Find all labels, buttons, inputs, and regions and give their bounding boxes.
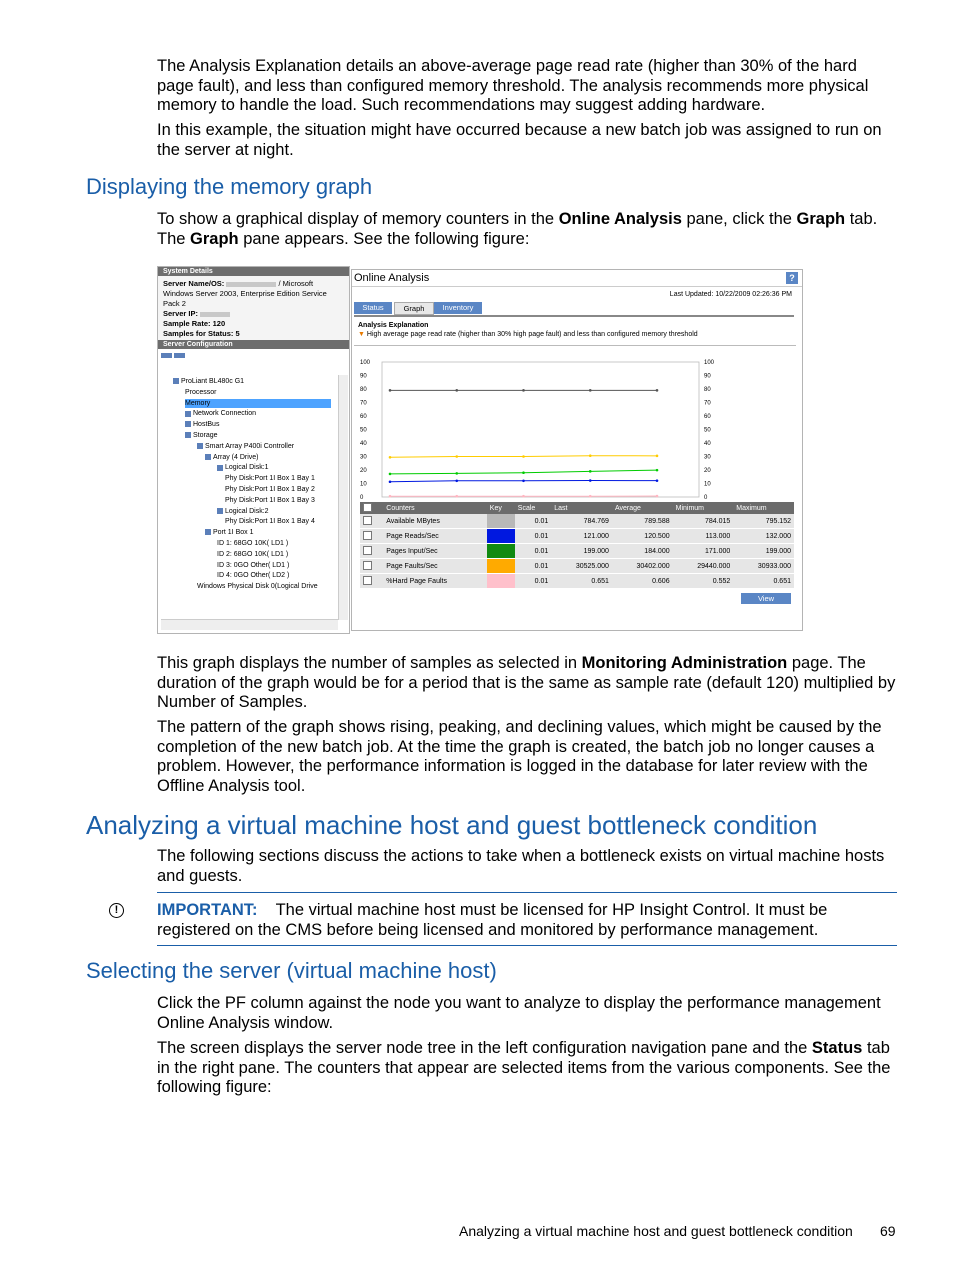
- select-all-header[interactable]: [360, 502, 383, 514]
- table-cell: 199.000: [733, 544, 794, 559]
- data-point: [522, 455, 525, 458]
- important-icon: !: [109, 903, 124, 918]
- node-tree-paragraph: The screen displays the server node tree in the left configuration navigation pane and the Status tab in the right pane. The counters that appear are selected items from the various components. See the following figure:: [157, 1039, 891, 1096]
- table-cell: 113.000: [673, 529, 734, 544]
- graph-instructions-paragraph: To show a graphical display of memory counters in the Online Analysis pane, click the Graph tab. The Graph pane appears. See the following figure:: [157, 210, 878, 248]
- y-tick-label-right: 90: [704, 373, 711, 380]
- last-updated: Last Updated: 10/22/2009 02:26:36 PM: [669, 291, 792, 298]
- y-tick-label-right: 10: [704, 481, 711, 488]
- row-checkbox[interactable]: [363, 546, 372, 555]
- table-cell: 784.015: [673, 514, 734, 529]
- y-tick-label-right: 40: [704, 441, 711, 447]
- table-cell: Available MBytes: [383, 514, 487, 529]
- explanation-divider: [354, 345, 796, 346]
- table-cell: 0.552: [673, 574, 734, 589]
- table-header: Key: [487, 502, 515, 514]
- y-tick-label-right: 0: [704, 495, 708, 501]
- table-cell: 0.01: [515, 559, 551, 574]
- data-point: [589, 454, 592, 457]
- table-header: Maximum: [733, 502, 794, 514]
- page-number: 69: [880, 1223, 896, 1239]
- online-analysis-title: Online Analysis: [354, 272, 430, 284]
- data-point: [656, 469, 659, 472]
- row-select-cell[interactable]: [360, 529, 383, 544]
- y-tick-label-left: 100: [360, 360, 371, 366]
- tree-node-label: Memory: [185, 399, 211, 407]
- data-point: [455, 455, 458, 458]
- counters-table: [360, 502, 794, 589]
- table-cell: Pages Input/Sec: [383, 544, 487, 559]
- row-select-cell[interactable]: [360, 559, 383, 574]
- expand-node-icon[interactable]: [185, 411, 191, 417]
- key-swatch: [487, 514, 515, 529]
- expand-node-icon[interactable]: [205, 454, 211, 460]
- y-tick-label-right: 20: [704, 468, 711, 474]
- expand-node-icon[interactable]: [197, 443, 203, 449]
- redacted-server-name: [226, 282, 276, 287]
- table-header: Average: [612, 502, 673, 514]
- table-header: Counters: [383, 502, 487, 514]
- table-cell: 184.000: [612, 544, 673, 559]
- tree-node-label: ID 1: 68GO 10K( LD1 ): [217, 540, 289, 547]
- select-all-checkbox[interactable]: [363, 503, 372, 512]
- key-swatch: [487, 529, 515, 544]
- table-cell: 30402.000: [612, 559, 673, 574]
- table-cell: 132.000: [733, 529, 794, 544]
- data-point: [389, 495, 392, 498]
- memory-line-chart: [352, 354, 802, 502]
- y-tick-label-right: 50: [704, 427, 711, 434]
- table-cell: 0.01: [515, 544, 551, 559]
- help-icon[interactable]: ?: [786, 272, 798, 284]
- table-cell: %Hard Page Faults: [383, 574, 487, 589]
- tree-node[interactable]: [185, 420, 219, 429]
- tree-node[interactable]: [217, 463, 269, 472]
- table-cell: 29440.000: [673, 559, 734, 574]
- intro-paragraph: The Analysis Explanation details an above-average page read rate (higher than 30% of the hard page fault), and less than configured memory threshold. The analysis recommends more physical memory to handle the load. Such recommendations may suggest adding hardware.: [157, 57, 869, 114]
- data-point: [589, 495, 592, 498]
- tree-node-label: ProLiant BL480c G1: [181, 378, 245, 385]
- tree-node[interactable]: [205, 453, 259, 462]
- tree-node[interactable]: [217, 571, 289, 580]
- table-cell: 795.152: [733, 514, 794, 529]
- view-button[interactable]: View: [741, 593, 791, 604]
- key-swatch: [487, 574, 515, 589]
- expand-node-icon[interactable]: [205, 529, 211, 535]
- plot-area: [382, 362, 699, 497]
- selecting-heading: Selecting the server (virtual machine host): [86, 958, 497, 983]
- analysis-explanation: ▼ High average page read rate (higher than 30% high page fault) and less than configured memory threshold: [358, 331, 698, 338]
- pf-column-paragraph: Click the PF column against the node you want to analyze to display the performance management Online Analysis window.: [157, 994, 881, 1032]
- table-cell: 0.651: [551, 574, 612, 589]
- table-cell: 0.01: [515, 574, 551, 589]
- table-cell: 199.000: [551, 544, 612, 559]
- data-point: [389, 389, 392, 392]
- tree-node[interactable]: [185, 399, 331, 408]
- tree-node-label: ID 4: 0GO Other( LD2 ): [217, 572, 290, 580]
- row-select-cell[interactable]: [360, 544, 383, 559]
- tree-node[interactable]: [205, 528, 253, 537]
- tree-node[interactable]: [185, 431, 218, 440]
- analysis-explanation-title: Analysis Explanation: [358, 322, 429, 329]
- tree-node[interactable]: [225, 496, 315, 505]
- table-cell: 121.000: [551, 529, 612, 544]
- redacted-ip: [200, 312, 230, 317]
- tree-node[interactable]: [217, 561, 289, 570]
- analyzing-heading: Analyzing a virtual machine host and guest bottleneck condition: [86, 810, 818, 840]
- tree-node[interactable]: [173, 377, 244, 386]
- tree-toolbar: [158, 349, 349, 359]
- y-tick-label-left: 80: [360, 387, 367, 393]
- tree-node-label: Phy Disk:Port 1I Box 1 Bay 1: [225, 475, 315, 483]
- y-tick-label-left: 0: [360, 495, 364, 501]
- expand-node-icon[interactable]: [217, 508, 223, 514]
- expand-node-icon[interactable]: [185, 432, 191, 438]
- tree-node[interactable]: [197, 582, 318, 591]
- table-cell: 171.000: [673, 544, 734, 559]
- table-cell: Page Faults/Sec: [383, 559, 487, 574]
- expand-node-icon[interactable]: [217, 465, 223, 471]
- table-row: [360, 574, 794, 589]
- collapse-all-icon[interactable]: [174, 353, 185, 358]
- data-point: [455, 389, 458, 392]
- tree-node[interactable]: [217, 507, 269, 516]
- data-point: [389, 473, 392, 476]
- tree-node-label: Storage: [193, 432, 218, 439]
- horizontal-scrollbar[interactable]: [161, 619, 338, 630]
- expand-node-icon[interactable]: [173, 378, 179, 384]
- left-pane: [157, 266, 350, 634]
- pattern-paragraph: The pattern of the graph shows rising, peaking, and declining values, which might be caused by the completion of the new batch job. At the time the graph is created, the batch job no longer causes a problem. However, the performance information is logged in the database for later review with the Offline Analysis tool.: [157, 718, 882, 795]
- row-select-cell[interactable]: [360, 514, 383, 529]
- tab-graph[interactable]: Graph: [394, 302, 434, 315]
- data-point: [455, 495, 458, 498]
- tree-node-label: Smart Array P400i Controller: [205, 442, 295, 450]
- online-analysis-screenshot: [157, 266, 803, 634]
- tree-node-label: Phy Disk:Port 1I Box 1 Bay 2: [225, 486, 315, 493]
- memory-graph-heading: Displaying the memory graph: [86, 174, 373, 199]
- vertical-scrollbar[interactable]: [338, 375, 348, 620]
- important-bottom-rule: [157, 945, 897, 946]
- table-header: Last: [551, 502, 612, 514]
- y-tick-label-right: 100: [704, 360, 715, 366]
- y-tick-label-left: 50: [360, 427, 367, 434]
- y-tick-label-left: 90: [360, 373, 367, 380]
- situation-paragraph: In this example, the situation might have occurred because a new batch job was assigned to run on the server at night.: [157, 121, 882, 159]
- tree-node-label: Logical Disk:2: [225, 507, 269, 515]
- data-point: [522, 480, 525, 483]
- tree-node-label: HostBus: [193, 421, 220, 429]
- tree-node-label: Processor: [185, 388, 217, 396]
- data-point: [522, 389, 525, 392]
- table-header: Minimum: [673, 502, 734, 514]
- tree-node-label: ID 2: 68GO 10K( LD1 ): [217, 550, 289, 558]
- data-point: [656, 389, 659, 392]
- important-note: IMPORTANT: The virtual machine host must be licensed for HP Insight Control. It must be registered on the CMS before being licensed and monitored by performance management.: [157, 901, 828, 939]
- table-cell: 784.769: [551, 514, 612, 529]
- y-tick-label-left: 10: [360, 481, 367, 488]
- system-details-header: System Details: [158, 267, 349, 276]
- table-cell: 0.651: [733, 574, 794, 589]
- data-point: [589, 389, 592, 392]
- data-point: [656, 455, 659, 458]
- tree-node[interactable]: [197, 442, 294, 451]
- table-cell: 0.606: [612, 574, 673, 589]
- data-point: [389, 456, 392, 459]
- table-cell: 30525.000: [551, 559, 612, 574]
- important-top-rule: [157, 892, 897, 893]
- data-point: [522, 471, 525, 474]
- expand-all-icon[interactable]: [161, 353, 172, 358]
- tree-node-label: Windows Physical Disk 0(Logical Drive: [197, 583, 318, 591]
- sections-paragraph: The following sections discuss the actions to take when a bottleneck exists on virtual machine hosts and guests.: [157, 847, 885, 885]
- y-tick-label-left: 40: [360, 441, 367, 447]
- row-checkbox[interactable]: [363, 561, 372, 570]
- y-tick-label-right: 60: [704, 414, 711, 420]
- tree-node[interactable]: [185, 388, 217, 397]
- data-point: [589, 479, 592, 482]
- warning-icon: ▼: [358, 331, 365, 338]
- tab-status[interactable]: Status: [354, 302, 392, 314]
- table-row: [360, 544, 794, 559]
- system-details-panel: Server Name/OS: / Microsoft Windows Server 2003, Enterprise Edition Service Pack 2 Server IP: Sample Rate: 120 Samples for Status: 5: [158, 276, 349, 340]
- y-tick-label-left: 60: [360, 414, 367, 420]
- row-checkbox[interactable]: [363, 531, 372, 540]
- data-point: [522, 495, 525, 498]
- key-swatch: [487, 544, 515, 559]
- tree-node[interactable]: [217, 539, 288, 548]
- tree-node[interactable]: [217, 550, 288, 559]
- data-point: [589, 470, 592, 473]
- tree-node-label: ID 3: 0GO Other( LD1 ): [217, 561, 290, 569]
- data-point: [455, 480, 458, 483]
- server-tree: [161, 375, 337, 617]
- y-tick-label-left: 30: [360, 454, 367, 461]
- tab-underline: [354, 315, 794, 317]
- right-pane: [351, 269, 803, 631]
- page-footer: Analyzing a virtual machine host and guest bottleneck condition: [459, 1223, 853, 1239]
- table-cell: 30933.000: [733, 559, 794, 574]
- table-cell: 0.01: [515, 514, 551, 529]
- expand-node-icon[interactable]: [185, 421, 191, 427]
- tab-inventory[interactable]: Inventory: [434, 302, 482, 314]
- table-header: Scale: [515, 502, 551, 514]
- table-row: [360, 559, 794, 574]
- table-cell: Page Reads/Sec: [383, 529, 487, 544]
- y-tick-label-left: 70: [360, 400, 367, 407]
- table-cell: 120.500: [612, 529, 673, 544]
- title-divider: [352, 286, 802, 287]
- data-point: [656, 479, 659, 482]
- y-tick-label-right: 30: [704, 454, 711, 461]
- data-point: [455, 472, 458, 475]
- tree-node[interactable]: [225, 517, 315, 526]
- table-row: [360, 514, 794, 529]
- key-swatch: [487, 559, 515, 574]
- table-row: [360, 529, 794, 544]
- row-checkbox[interactable]: [363, 516, 372, 525]
- tree-node-label: Port 1I Box 1: [213, 529, 254, 537]
- graph-description-paragraph: This graph displays the number of samples as selected in Monitoring Administration page. The duration of the graph would be for a period that is the same as sample rate (default 120) multiplied by Number of Samples.: [157, 654, 896, 711]
- row-select-cell[interactable]: [360, 574, 383, 589]
- table-cell: 789.588: [612, 514, 673, 529]
- tree-node-label: Phy Disk:Port 1I Box 1 Bay 3: [225, 496, 315, 504]
- tree-node-label: Phy Disk:Port 1I Box 1 Bay 4: [225, 518, 315, 526]
- row-checkbox[interactable]: [363, 576, 372, 585]
- server-config-header: Server Configuration: [158, 340, 349, 349]
- data-point: [656, 495, 659, 498]
- data-point: [389, 480, 392, 483]
- y-tick-label-right: 80: [704, 387, 711, 393]
- tree-node-label: Array (4 Drive): [213, 453, 259, 461]
- table-cell: 0.01: [515, 529, 551, 544]
- tree-node[interactable]: [185, 409, 256, 418]
- tree-node[interactable]: [225, 485, 315, 494]
- tree-node-label: Logical Disk:1: [225, 464, 269, 472]
- tree-node-label: Network Connection: [193, 410, 257, 418]
- y-tick-label-right: 70: [704, 400, 711, 407]
- y-tick-label-left: 20: [360, 468, 367, 474]
- tree-node[interactable]: [225, 474, 315, 483]
